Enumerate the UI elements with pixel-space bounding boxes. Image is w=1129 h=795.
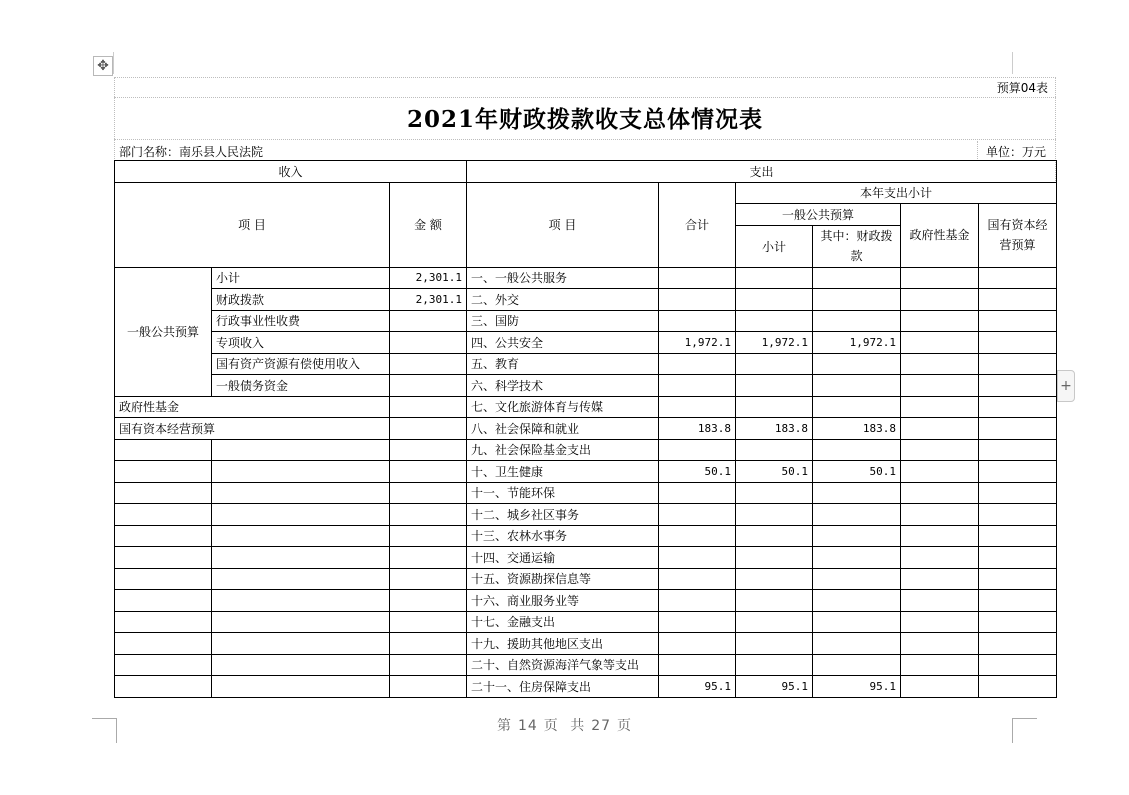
- expense-gov-fund: [901, 375, 979, 397]
- expense-state-capital: [979, 461, 1057, 483]
- income-item-label: 小计: [212, 267, 390, 289]
- income-empty-cell: [212, 525, 390, 547]
- expense-fiscal: [813, 654, 901, 676]
- income-amount-cell: [390, 418, 467, 440]
- expense-item-label: 五、教育: [467, 353, 659, 375]
- income-empty-cell: [115, 439, 212, 461]
- expense-state-capital: [979, 310, 1057, 332]
- expense-gov-fund: [901, 482, 979, 504]
- expense-state-capital: [979, 590, 1057, 612]
- expense-state-capital: [979, 525, 1057, 547]
- expense-gov-fund: [901, 590, 979, 612]
- table-row: [115, 289, 1057, 311]
- income-empty-cell: [212, 439, 390, 461]
- expense-fiscal: [813, 396, 901, 418]
- income-amount-cell: [390, 396, 467, 418]
- expense-gov-fund: [901, 633, 979, 655]
- expense-gov-fund: [901, 353, 979, 375]
- income-empty-cell: [115, 504, 212, 526]
- current-page: 14: [517, 718, 538, 734]
- expense-state-capital: [979, 375, 1057, 397]
- expense-subtotal: 1,972.1: [736, 332, 813, 354]
- expense-total: [659, 396, 736, 418]
- table-row: [115, 504, 1057, 526]
- expense-total: [659, 439, 736, 461]
- expense-total: [659, 375, 736, 397]
- expense-subtotal: 50.1: [736, 461, 813, 483]
- income-empty-cell: [390, 611, 467, 633]
- expense-item-label: 十、卫生健康: [467, 461, 659, 483]
- income-item-amount: 2,301.1: [390, 289, 467, 311]
- expense-state-capital: [979, 439, 1057, 461]
- expense-item-label: 十九、援助其他地区支出: [467, 633, 659, 655]
- expense-fiscal: [813, 547, 901, 569]
- expense-subtotal: 95.1: [736, 676, 813, 698]
- income-empty-cell: [390, 504, 467, 526]
- expense-fiscal: [813, 525, 901, 547]
- expense-gov-fund: [901, 676, 979, 698]
- table-row: [115, 611, 1057, 633]
- crop-mark-top-left: [113, 52, 114, 74]
- expense-gov-fund: [901, 654, 979, 676]
- expense-item-label: 十六、商业服务业等: [467, 590, 659, 612]
- income-empty-cell: [390, 676, 467, 698]
- expense-gov-fund: [901, 418, 979, 440]
- expense-item-label: 十四、交通运输: [467, 547, 659, 569]
- table-row: [115, 353, 1057, 375]
- expense-state-capital: [979, 633, 1057, 655]
- income-item-amount: [390, 353, 467, 375]
- table-row: [115, 482, 1057, 504]
- subtotal-header: 小计: [736, 225, 813, 267]
- income-empty-cell: [212, 654, 390, 676]
- expense-item-label: 四、公共安全: [467, 332, 659, 354]
- income-item-label: 一般债务资金: [212, 375, 390, 397]
- expense-total: [659, 568, 736, 590]
- table-row: [115, 590, 1057, 612]
- table-row: [115, 396, 1057, 418]
- expense-fiscal: [813, 504, 901, 526]
- expense-total: 95.1: [659, 676, 736, 698]
- expense-gov-fund: [901, 525, 979, 547]
- expense-gov-fund: [901, 461, 979, 483]
- income-group-general: 一般公共预算: [115, 267, 212, 396]
- expense-subtotal: [736, 310, 813, 332]
- expense-state-capital: [979, 332, 1057, 354]
- table-row: [115, 267, 1057, 289]
- income-empty-cell: [390, 547, 467, 569]
- income-empty-cell: [115, 611, 212, 633]
- header-row-2: [115, 182, 1057, 204]
- expense-state-capital: [979, 482, 1057, 504]
- expense-item-label: 十一、节能环保: [467, 482, 659, 504]
- expense-total: 183.8: [659, 418, 736, 440]
- income-item-label: 财政拨款: [212, 289, 390, 311]
- expense-subtotal: [736, 633, 813, 655]
- unit-label: 单位：万元: [985, 145, 1046, 159]
- expense-total: [659, 267, 736, 289]
- expense-gov-fund: [901, 332, 979, 354]
- expense-fiscal: [813, 590, 901, 612]
- expense-fiscal: 95.1: [813, 676, 901, 698]
- expense-gov-fund: [901, 396, 979, 418]
- move-handle-icon[interactable]: ✥: [93, 56, 113, 76]
- expense-subtotal: 183.8: [736, 418, 813, 440]
- income-item-amount: [390, 310, 467, 332]
- expense-fiscal: [813, 611, 901, 633]
- expense-subtotal: [736, 590, 813, 612]
- form-number: 预算04表: [996, 81, 1048, 95]
- page-title: 2021年财政拨款收支总体情况表: [406, 106, 763, 133]
- income-item-label: 行政事业性收费: [212, 310, 390, 332]
- income-empty-cell: [212, 590, 390, 612]
- expense-fiscal: 1,972.1: [813, 332, 901, 354]
- expense-fiscal: [813, 482, 901, 504]
- income-empty-cell: [115, 654, 212, 676]
- expense-gov-fund: [901, 289, 979, 311]
- table-row: [115, 633, 1057, 655]
- expense-gov-fund: [901, 611, 979, 633]
- expense-total: [659, 590, 736, 612]
- expense-state-capital: [979, 611, 1057, 633]
- expense-gov-fund: [901, 504, 979, 526]
- expense-subtotal: [736, 611, 813, 633]
- expense-fiscal: [813, 267, 901, 289]
- total-pages: 27: [591, 718, 612, 734]
- expense-total: [659, 654, 736, 676]
- income-item-header: 项 目: [115, 182, 390, 267]
- expense-total: [659, 525, 736, 547]
- budget-table: [114, 160, 1057, 698]
- state-capital-header: 国有资本经营预算: [979, 204, 1057, 268]
- income-empty-cell: [115, 547, 212, 569]
- expense-subtotal: [736, 654, 813, 676]
- table-row: [115, 568, 1057, 590]
- table-row: [115, 310, 1057, 332]
- expense-total: [659, 353, 736, 375]
- expense-total: [659, 504, 736, 526]
- expense-fiscal: [813, 289, 901, 311]
- table-row: [115, 525, 1057, 547]
- expense-subtotal: [736, 568, 813, 590]
- income-state-capital: 国有资本经营预算: [115, 418, 390, 440]
- expense-fiscal: [813, 568, 901, 590]
- expense-state-capital: [979, 418, 1057, 440]
- income-empty-cell: [390, 590, 467, 612]
- expense-item-label: 二十、自然资源海洋气象等支出: [467, 654, 659, 676]
- fiscal-header: 其中：财政拨款: [813, 225, 901, 267]
- expense-fiscal: [813, 439, 901, 461]
- expense-item-label: 二、外交: [467, 289, 659, 311]
- crop-mark-top-right: [1012, 52, 1013, 74]
- income-header: 收入: [115, 161, 467, 183]
- expense-subtotal: [736, 547, 813, 569]
- expense-total: [659, 611, 736, 633]
- income-empty-cell: [390, 568, 467, 590]
- expense-state-capital: [979, 547, 1057, 569]
- expense-item-label: 六、科学技术: [467, 375, 659, 397]
- income-empty-cell: [390, 482, 467, 504]
- expense-total: [659, 289, 736, 311]
- expense-item-label: 十三、农林水事务: [467, 525, 659, 547]
- expense-fiscal: [813, 310, 901, 332]
- expense-state-capital: [979, 289, 1057, 311]
- table-row: [115, 461, 1057, 483]
- expense-subtotal: [736, 482, 813, 504]
- department-name: 部门名称：南乐县人民法院: [119, 145, 264, 159]
- income-item-amount: 2,301.1: [390, 267, 467, 289]
- page-footer: 第 14 页 共 27 页: [496, 718, 633, 734]
- expense-total: 1,972.1: [659, 332, 736, 354]
- income-item-label: 国有资产资源有偿使用收入: [212, 353, 390, 375]
- expense-total: [659, 482, 736, 504]
- expense-total: [659, 633, 736, 655]
- expense-gov-fund: [901, 310, 979, 332]
- income-empty-cell: [212, 482, 390, 504]
- income-empty-cell: [115, 590, 212, 612]
- expense-item-label: 三、国防: [467, 310, 659, 332]
- gov-fund-header: 政府性基金: [901, 204, 979, 268]
- table-row: [115, 654, 1057, 676]
- expense-item-label: 一、一般公共服务: [467, 267, 659, 289]
- expense-state-capital: [979, 504, 1057, 526]
- add-row-icon[interactable]: +: [1057, 370, 1075, 402]
- expense-item-label: 九、社会保险基金支出: [467, 439, 659, 461]
- total-header: 合计: [659, 182, 736, 267]
- expense-total: [659, 547, 736, 569]
- header-row-1: [115, 161, 1057, 183]
- income-empty-cell: [115, 568, 212, 590]
- table-row: [115, 418, 1057, 440]
- expense-gov-fund: [901, 267, 979, 289]
- income-empty-cell: [390, 439, 467, 461]
- expense-gov-fund: [901, 439, 979, 461]
- expense-item-label: 二十一、住房保障支出: [467, 676, 659, 698]
- expense-item-header: 项 目: [467, 182, 659, 267]
- expense-fiscal: [813, 375, 901, 397]
- income-empty-cell: [390, 525, 467, 547]
- income-empty-cell: [212, 568, 390, 590]
- table-row: [115, 375, 1057, 397]
- income-empty-cell: [390, 633, 467, 655]
- income-empty-cell: [115, 482, 212, 504]
- income-empty-cell: [115, 461, 212, 483]
- income-empty-cell: [212, 676, 390, 698]
- expense-fiscal: [813, 353, 901, 375]
- current-subtotal-header: 本年支出小计: [736, 182, 1057, 204]
- income-empty-cell: [390, 461, 467, 483]
- income-empty-cell: [212, 611, 390, 633]
- income-empty-cell: [212, 633, 390, 655]
- income-empty-cell: [390, 654, 467, 676]
- income-empty-cell: [212, 461, 390, 483]
- table-row: [115, 439, 1057, 461]
- general-budget-header: 一般公共预算: [736, 204, 901, 226]
- expense-state-capital: [979, 267, 1057, 289]
- expense-state-capital: [979, 654, 1057, 676]
- income-item-amount: [390, 375, 467, 397]
- income-item-label: 专项收入: [212, 332, 390, 354]
- table-row: [115, 332, 1057, 354]
- expense-item-label: 十二、城乡社区事务: [467, 504, 659, 526]
- expense-subtotal: [736, 396, 813, 418]
- expense-subtotal: [736, 267, 813, 289]
- amount-header: 金 额: [390, 182, 467, 267]
- expense-state-capital: [979, 353, 1057, 375]
- expense-fiscal: [813, 633, 901, 655]
- expense-item-label: 十五、资源勘探信息等: [467, 568, 659, 590]
- expense-subtotal: [736, 289, 813, 311]
- table-row: [115, 547, 1057, 569]
- expense-header: 支出: [467, 161, 1057, 183]
- expense-subtotal: [736, 353, 813, 375]
- income-empty-cell: [115, 525, 212, 547]
- income-empty-cell: [212, 547, 390, 569]
- income-empty-cell: [115, 633, 212, 655]
- expense-subtotal: [736, 439, 813, 461]
- expense-fiscal: 50.1: [813, 461, 901, 483]
- expense-state-capital: [979, 568, 1057, 590]
- expense-item-label: 八、社会保障和就业: [467, 418, 659, 440]
- expense-subtotal: [736, 525, 813, 547]
- expense-item-label: 七、文化旅游体育与传媒: [467, 396, 659, 418]
- expense-fiscal: 183.8: [813, 418, 901, 440]
- expense-subtotal: [736, 504, 813, 526]
- income-empty-cell: [212, 504, 390, 526]
- expense-subtotal: [736, 375, 813, 397]
- table-row: [115, 676, 1057, 698]
- expense-total: [659, 310, 736, 332]
- expense-gov-fund: [901, 568, 979, 590]
- income-item-amount: [390, 332, 467, 354]
- expense-total: 50.1: [659, 461, 736, 483]
- expense-state-capital: [979, 676, 1057, 698]
- expense-state-capital: [979, 396, 1057, 418]
- expense-gov-fund: [901, 547, 979, 569]
- income-empty-cell: [115, 676, 212, 698]
- income-gov-fund: 政府性基金: [115, 396, 390, 418]
- expense-item-label: 十七、金融支出: [467, 611, 659, 633]
